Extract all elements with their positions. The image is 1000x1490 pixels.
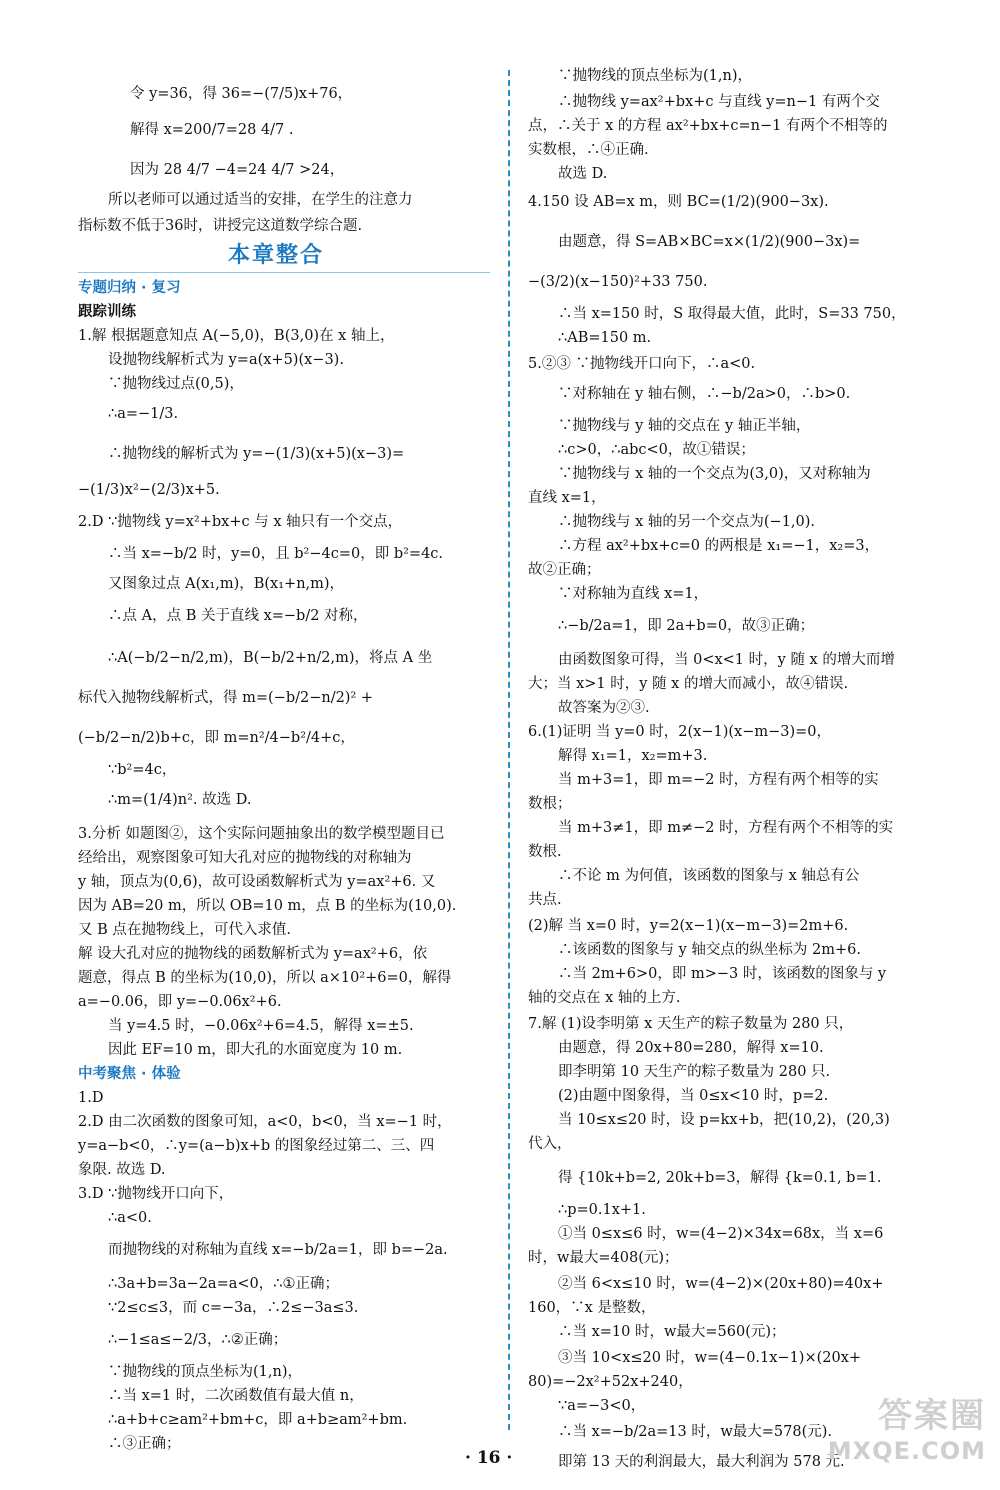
watermark [796,1388,986,1478]
text-line: 又 B 点在抛物线上，可代入求值. [78,922,291,938]
text-line: 故②正确； [528,562,601,578]
text-line: 即第 13 天的利润最大，最大利润为 578 元. [558,1454,845,1470]
text-line: 大；当 x>1 时，y 随 x 的增大而减小，故④错误. [528,676,849,692]
text-line: ∴−1≤a≤−2/3，∴②正确； [108,1332,288,1348]
text-line: ∵抛物线与 x 轴的一个交点为(3,0)，又对称轴为 [558,466,871,482]
text-line: ∵a=−3<0， [558,1398,646,1414]
text-line: 数根； [528,796,572,812]
text-line: ∴当 x=−b/2a=13 时，w最大=578(元). [558,1424,832,1440]
text-line: ∴当 x=150 时，S 取得最大值，此时，S=33 750， [558,306,906,322]
text-line: ∴p=0.1x+1. [558,1202,646,1218]
text-line: 解 设大孔对应的抛物线的函数解析式为 y=ax²+6，依 [78,946,428,962]
text-line: 而抛物线的对称轴为直线 x=−b/2a=1，即 b=−2a. [108,1242,448,1258]
text-line: ∴m=(1/4)n². 故选 D. [108,792,252,808]
text-line: ∵抛物线过点(0,5)， [108,376,244,392]
text-line: ∴点 A，点 B 关于直线 x=−b/2 对称， [108,608,368,624]
page-number: · 16 · [465,1448,513,1468]
text-line: ∴该函数的图象与 y 轴交点的纵坐标为 2m+6. [558,942,861,958]
text-line: 1.解 根据题意知点 A(−5,0)，B(3,0)在 x 轴上， [78,328,395,344]
section-heading-exam: 中考聚焦 · 体验 [78,1066,181,1082]
text-line: ∵抛物线的顶点坐标为(1,n)， [108,1364,302,1380]
text-line: ∴抛物线的解析式为 y=−(1/3)(x+5)(x−3)= [108,446,405,462]
text-line: 直线 x=1， [528,490,606,506]
text-line: (−b/2−n/2)b+c，即 m=n²/4−b²/4+c， [78,730,355,746]
watermark-url: MXQE.COM [827,1437,986,1465]
text-line: 由题意，得 S=AB×BC=x×(1/2)(900−3x)= [558,234,861,250]
text-line: ∴抛物线与 x 轴的另一个交点为(−1,0). [558,514,816,530]
text-line: ∴AB=150 m. [558,330,652,346]
text-line: ∵对称轴为直线 x=1， [558,586,709,602]
text-line: ∵b²=4c， [108,762,177,778]
text-line: ∵对称轴在 y 轴右侧，∴−b/2a>0，∴b>0. [558,386,851,402]
text-line: 当 y=4.5 时，−0.06x²+6=4.5，解得 x=±5. [108,1018,414,1034]
text-line: 共点. [528,892,562,908]
text-line: 1.D [78,1090,104,1106]
text-line: ∴3a+b=3a−2a=a<0，∴①正确； [108,1276,339,1292]
text-line: 设抛物线解析式为 y=a(x+5)(x−3). [108,352,344,368]
text-line: ∵2≤c≤3，而 c=−3a，∴2≤−3a≤3. [108,1300,359,1316]
text-line: −(1/3)x²−(2/3)x+5. [78,482,220,498]
text-line: 实数根，∴④正确. [528,142,649,158]
text-line: 即李明第 10 天生产的粽子数量为 280 只. [558,1064,831,1080]
text-line: 因为 AB=20 m，所以 OB=10 m，点 B 的坐标为(10,0). [78,898,457,914]
text-line: 由题意，得 20x+80=280，解得 x=10. [558,1040,824,1056]
text-line: 题意，得点 B 的坐标为(10,0)，所以 a×10²+6=0，解得 [78,970,452,986]
text-line: ∵抛物线与 y 轴的交点在 y 轴正半轴， [558,418,811,434]
text-line: 点，∴关于 x 的方程 ax²+bx+c=n−1 有两个不相等的 [528,118,888,134]
text-line: ①当 0≤x≤6 时，w=(4−2)×34x=68x，当 x=6 [558,1226,884,1242]
text-line: y=a−b<0，∴y=(a−b)x+b 的图象经过第二、三、四 [78,1138,435,1154]
text-line: 当 m+3=1，即 m=−2 时，方程有两个相等的实 [558,772,879,788]
text-line: ∴抛物线 y=ax²+bx+c 与直线 y=n−1 有两个交 [558,94,880,110]
text-line: 代入， [528,1136,572,1152]
text-line: (2)解 当 x=0 时，y=2(x−1)(x−m−3)=2m+6. [528,918,849,934]
column-divider [508,70,510,1430]
section-heading-review: 专题归纳 · 复习 [78,280,181,296]
text-line: ∴c>0，∴abc<0，故①错误； [558,442,755,458]
text-line: 2.D ∵抛物线 y=x²+bx+c 与 x 轴只有一个交点， [78,514,403,530]
text-line: 解得 x₁=1，x₂=m+3. [558,748,708,764]
text-line: 3.分析 如题图②，这个实际问题抽象出的数学模型题目已 [78,826,445,842]
text-line: 4.150 设 AB=x m，则 BC=(1/2)(900−3x). [528,194,829,210]
text-line: ∴a=−1/3. [108,406,179,422]
text-line: ∴当 x=1 时，二次函数值有最大值 n， [108,1388,364,1404]
text-line: 象限. 故选 D. [78,1162,166,1178]
text-line: 解得 x=200/7=28 4/7 . [130,122,294,138]
text-line: 当 m+3≠1，即 m≠−2 时，方程有两个不相等的实 [558,820,894,836]
text-line: 80)=−2x²+52x+240， [528,1374,693,1390]
text-line: ∴当 2m+6>0，即 m>−3 时，该函数的图象与 y [558,966,887,982]
text-line: ∴不论 m 为何值，该函数的图象与 x 轴总有公 [558,868,860,884]
text-line: 所以老师可以通过适当的安排，在学生的注意力 [108,192,413,208]
text-line: 5.②③ ∵抛物线开口向下，∴a<0. [528,356,756,372]
text-line: y 轴，顶点为(0,6)，故可设函数解析式为 y=ax²+6. 又 [78,874,436,890]
text-line: ∴a+b+c≥am²+bm+c，即 a+b≥am²+bm. [108,1412,408,1428]
text-line: 时，w最大=408(元)； [528,1250,679,1266]
watermark-logo-text: 答案圈 [878,1396,986,1436]
text-line: (2)由题中图象得，当 0≤x<10 时，p=2. [558,1088,829,1104]
text-line: 7.解 (1)设李明第 x 天生产的粽子数量为 280 只， [528,1016,854,1032]
text-line: 故答案为②③. [558,700,650,716]
text-line: 2.D 由二次函数的图象可知，a<0，b<0，当 x=−1 时， [78,1114,452,1130]
text-line: 故选 D. [558,166,608,182]
text-line: 得 {10k+b=2, 20k+b=3，解得 {k=0.1, b=1. [558,1170,882,1186]
text-line: ∴方程 ax²+bx+c=0 的两根是 x₁=−1，x₂=3， [558,538,880,554]
text-line: ∴a<0. [108,1210,152,1226]
text-line: 数根. [528,844,562,860]
text-line: ∴A(−b/2−n/2,m)，B(−b/2+n/2,m)，将点 A 坐 [108,650,433,666]
subsection-heading: 跟踪训练 [78,303,136,320]
text-line: ∴③正确； [108,1436,181,1452]
text-line: ∴当 x=−b/2 时，y=0，且 b²−4c=0，即 b²=4c. [108,546,444,562]
text-line: ∵抛物线的顶点坐标为(1,n)， [558,68,752,84]
text-line: 又图象过点 A(x₁,m)，B(x₁+n,m)， [108,576,345,592]
chapter-rule [78,272,490,273]
text-line: 轴的交点在 x 轴的上方. [528,990,681,1006]
text-line: 6.(1)证明 当 y=0 时，2(x−1)(x−m−3)=0， [528,724,831,740]
text-line: 标代入抛物线解析式，得 m=(−b/2−n/2)² + [78,690,374,706]
text-line: ∴当 x=10 时，w最大=560(元)； [558,1324,786,1340]
text-line: 3.D ∵抛物线开口向下， [78,1186,234,1202]
text-line: ∴−b/2a=1，即 2a+b=0，故③正确； [558,618,815,634]
text-line: ③当 10<x≤20 时，w=(4−0.1x−1)×(20x+ [558,1350,862,1366]
text-line: ②当 6<x≤10 时，w=(4−2)×(20x+80)=40x+ [558,1276,884,1292]
text-line: 令 y=36，得 36=−(7/5)x+76， [130,86,353,102]
chapter-title: 本章整合 [228,243,325,268]
text-line: a=−0.06，即 y=−0.06x²+6. [78,994,282,1010]
text-line: 因为 28 4/7 −4=24 4/7 >24， [130,162,345,178]
text-line: 由函数图象可得，当 0<x<1 时，y 随 x 的增大而增 [558,652,895,668]
text-line: −(3/2)(x−150)²+33 750. [528,274,708,290]
text-line: 指标数不低于36时，讲授完这道数学综合题. [78,218,363,234]
text-line: 经给出，观察图象可知大孔对应的抛物线的对称轴为 [78,850,412,866]
text-line: 当 10≤x≤20 时，设 p=kx+b，把(10,2)，(20,3) [558,1112,890,1128]
text-line: 因此 EF=10 m，即大孔的水面宽度为 10 m. [108,1042,403,1058]
text-line: 160，∵x 是整数， [528,1300,656,1316]
